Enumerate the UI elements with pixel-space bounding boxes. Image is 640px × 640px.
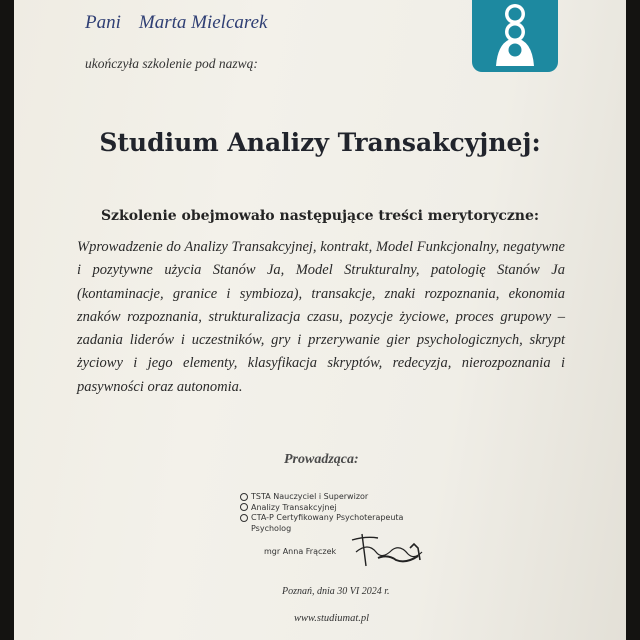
instructor-stamp	[240, 492, 403, 534]
stamp-line	[240, 492, 403, 503]
signature-icon	[348, 530, 428, 575]
recipient-honorific: Pani	[85, 12, 121, 33]
stamp-line-text: Analizy Transakcyjnej	[251, 502, 337, 512]
recipient-name: Marta Mielcarek	[138, 12, 268, 33]
stamp-circle-icon	[240, 493, 248, 501]
stamp-circle-icon	[240, 503, 248, 511]
stamp-line-text: CTA-P Certyfikowany Psychoterapeuta	[251, 513, 404, 522]
intro-text: ukończyła szkolenie pod nazwą:	[85, 56, 258, 71]
stamp-line-text: Psycholog	[251, 523, 292, 533]
stamp-circle-icon	[240, 514, 248, 522]
website-link[interactable]: www.studiumat.pl	[294, 613, 370, 624]
recipient-line	[85, 12, 285, 34]
course-content-text: Wprowadzenie do Analizy Transakcyjnej, kontrakt, Model Funkcjonalny, negatywne i pozytywne użycia Stanów Ja, Model Strukturalny, patologię Stanów Ja (kontaminacje, granice i symbioza), transakcje, znaki rozpoznania, ekonomia znaków rozpoznania, strukturalizacja czasu, pozycje życiowe, proces grupowy – zadania liderów i uczestników, gry i przerywanie gier psychologicznych, skrypt życiowy i jego elementy, klasyfikacja skryptów, redecyzja, nierozpoznania i pasywności oraz autonomia.	[77, 239, 565, 395]
certificate-page	[14, 0, 626, 640]
course-title: Studium Analizy Transakcyjnej:	[99, 128, 541, 157]
stamp-line	[240, 513, 403, 524]
stamp-line-text: TSTA Nauczyciel i Superwizor	[251, 492, 369, 501]
date-place: Poznań, dnia 30 VI 2024 r.	[282, 586, 390, 597]
instructor-label: Prowadząca:	[284, 452, 359, 467]
content-heading: Szkolenie obejmowało następujące treści merytoryczne:	[100, 208, 540, 224]
studium-logo-icon	[472, 0, 558, 72]
stamp-signer: mgr Anna Frączek	[264, 547, 337, 556]
stamp-line	[240, 503, 403, 514]
